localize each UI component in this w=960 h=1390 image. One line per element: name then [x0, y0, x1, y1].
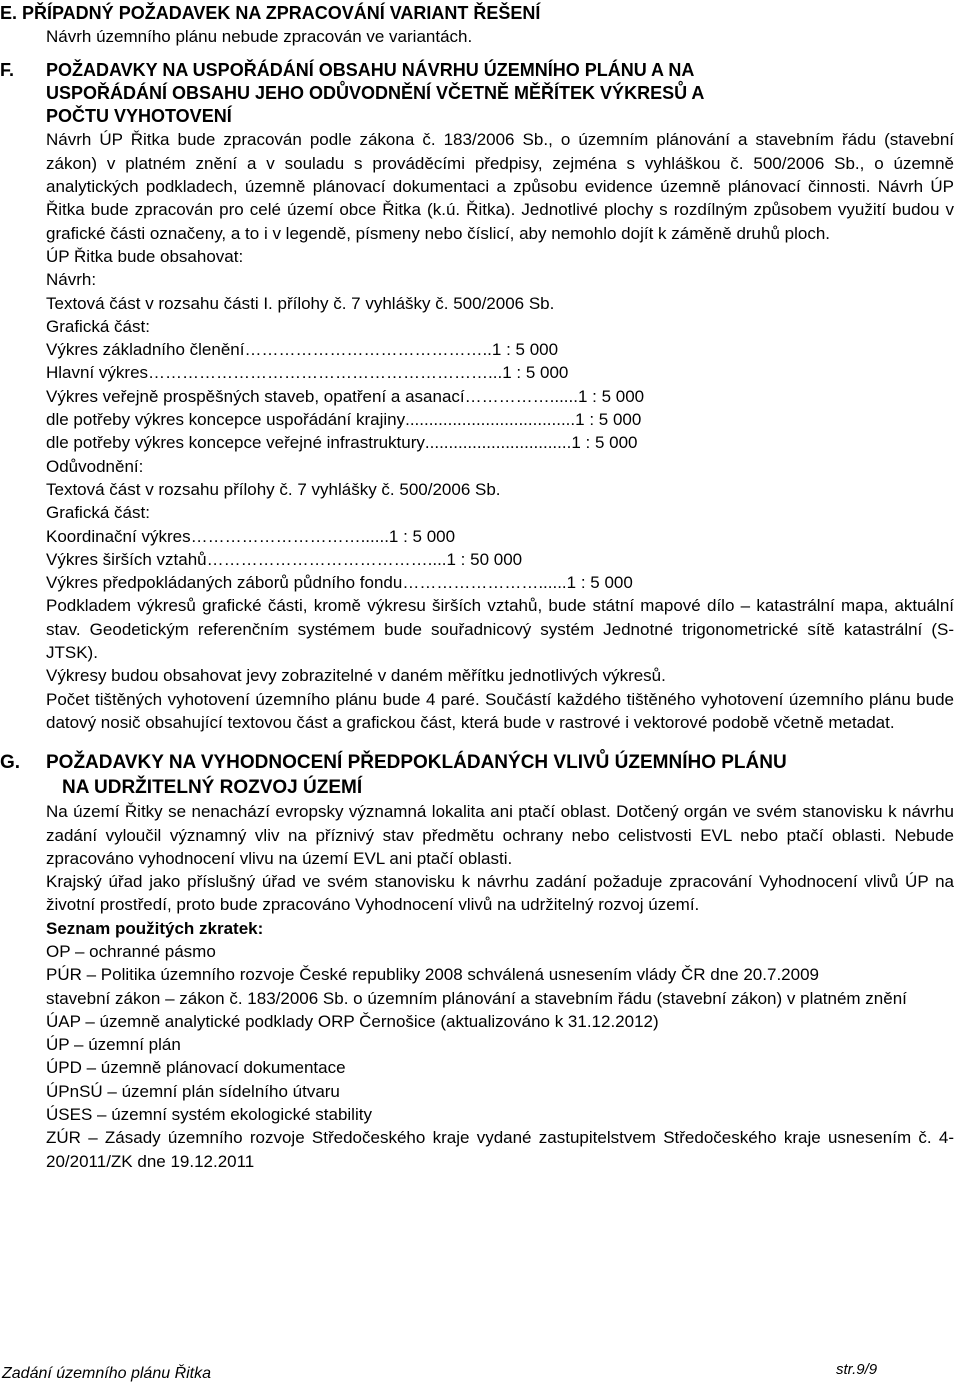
drawing-scale: 1 : 5 000 [388, 526, 456, 546]
drawing-row [46, 571, 954, 594]
section-e-text: Návrh územního plánu nebude zpracován ve variantách. [46, 27, 473, 47]
document-page [0, 2, 954, 1173]
section-g-paragraph: Krajský úřad jako příslušný úřad ve svém stanovisku k návrhu zadání požaduje zpracování Vyhodnocení vlivů ÚP na životní prostředí, proto bude zpracováno Vyhodnocení vlivů na udržitelný rozvoj území. [46, 872, 954, 915]
abbreviation-item: PÚR – Politika územního rozvoje České republiky 2008 schválená usnesením vlády ČR dne 20.7.2009 [46, 965, 819, 985]
drawing-dots: .................................... [405, 410, 576, 430]
drawing-row [46, 525, 954, 548]
drawing-scale: 1 : 5 000 [571, 433, 638, 453]
section-g-heading [0, 750, 954, 800]
section-f-paragraph: Návrh ÚP Řitka bude zpracován podle zákona č. 183/2006 Sb., o územním plánování a stavebním řádu (stavební zákon) v platném znění a v souladu s prováděcími předpisy, zejména s vyhláškou č. 500/2006 Sb., o územně analytických podkladech, územně plánovací dokumentaci a způsobu evidence územně plánovací činnosti. Návrh ÚP Řitka bude zpracován pro celé území obce Řitka (k.ú. Řitka). Jednotlivé plochy s rozdílným způsobem využití budou v grafické části označeny, a to i v legendě, písmeny nebo číslicí, aby nemohlo dojít k záměně druhů ploch. [46, 130, 954, 243]
section-e-heading: E. PŘÍPADNÝ POŽADAVEK NA ZPRACOVÁNÍ VARIANT ŘEŠENÍ [0, 3, 541, 23]
drawing-scale: ..1 : 50 000 [437, 549, 523, 569]
abbreviation-item: stavební zákon – zákon č. 183/2006 Sb. o územním plánování a stavebním řádu (stavební zákon) v platném znění [46, 988, 907, 1008]
drawing-name: Výkres širších vztahů [46, 549, 207, 569]
drawing-scale: 1 : 5 000 [491, 340, 559, 360]
oduvodneni-label: Odůvodnění: [46, 456, 144, 476]
abbreviation-item: ÚAP – územně analytické podklady ORP Černošice (aktualizováno k 31.12.2012) [46, 1011, 659, 1031]
abbreviation-item: ÚPnSÚ – územní plán sídelního útvaru [46, 1081, 340, 1101]
basis-paragraph: Podkladem výkresů grafické části, kromě výkresu širších vztahů, bude státní mapové dílo – katastrální mapa, aktuální stav. Geodetickým referenčním systémem bude souřadnicový systém Jednotné trigonometrické sítě katastrální (S-JTSK). [46, 596, 954, 663]
abbreviation-item: ÚSES – územní systém ekologické stability [46, 1105, 372, 1125]
drawing-row [46, 408, 954, 431]
drawing-dots: …………………………………….. [244, 340, 492, 360]
drawing-name: dle potřeby výkres koncepce veřejné infrastruktury [46, 433, 425, 453]
drawing-scale: 1 : 5 000 [566, 573, 633, 593]
drawing-row [46, 548, 954, 571]
drawings-paragraph: Výkresy budou obsahovat jevy zobrazitelné v daném měřítku jednotlivých výkresů. [46, 666, 666, 686]
drawing-name: Výkres veřejně prospěšných staveb, opatření a asanací [46, 386, 465, 406]
section-f-heading-line: USPOŘÁDÁNÍ OBSAHU JEHO ODŮVODNĚNÍ VČETNĚ MĚŘÍTEK VÝKRESŮ A [46, 82, 705, 103]
section-f-heading-line: POČTU VYHOTOVENÍ [46, 106, 232, 127]
copies-paragraph: Počet tištěných vyhotovení územního plánu bude 4 paré. Součástí každého tištěného vyhotovení územního plánu bude datový nosič obsahující textovou část a grafickou část, která bude v rastrové i vektorové podobě včetně metadat. [46, 689, 954, 732]
drawing-scale: 1 : 5 000 [502, 363, 569, 383]
abbreviations-heading: Seznam použitých zkratek: [46, 918, 264, 938]
drawing-row [46, 431, 954, 454]
drawing-dots: ............................... [424, 433, 572, 453]
section-g-paragraph: Na území Řitky se nenachází evropsky významná lokalita ani ptačí oblast. Dotčený orgán ve svém stanovisku k návrhu zadání vyloučil významný vliv na příznivý stav předmětu ochrany nebo celistvosti EVL nebo ptačí oblasti. Nebude zpracováno vyhodnocení vlivu na území EVL ani ptačí oblasti. [46, 802, 954, 868]
drawing-name: Koordinační výkres [46, 526, 191, 546]
abbreviation-item: ÚP – územní plán [46, 1035, 181, 1055]
drawing-name: Výkres základního členění [46, 340, 245, 360]
contains-label: ÚP Řitka bude obsahovat: [46, 246, 244, 266]
drawing-name: Výkres předpokládaných záborů půdního fondu [46, 573, 403, 593]
abbreviation-item: ÚPD – územně plánovací dokumentace [46, 1058, 346, 1078]
section-g-number: G. [0, 752, 21, 774]
section-f-heading-line: POŽADAVKY NA USPOŘÁDÁNÍ OBSAHU NÁVRHU ÚZEMNÍHO PLÁNU A NA [46, 59, 695, 80]
abbreviation-item: OP – ochranné pásmo [46, 941, 216, 961]
drawing-scale: 1 : 5 000 [577, 386, 645, 406]
oduvodneni-text: Textová část v rozsahu přílohy č. 7 vyhlášky č. 500/2006 Sb. [46, 479, 501, 499]
drawing-row [46, 361, 954, 384]
drawing-dots: ………………………………….. [206, 549, 438, 569]
drawing-dots: …………………………...... [190, 526, 389, 546]
section-f-number: F. [0, 59, 15, 80]
page-number: str.9/9 [836, 1361, 878, 1378]
section-g-heading-line: NA UDRŽITELNÝ ROZVOJ ÚZEMÍ [62, 777, 363, 799]
footer-title: Zadání územního plánu Řitka [2, 1365, 212, 1382]
drawing-name: Hlavní výkres [46, 363, 149, 383]
section-g-heading-line: POŽADAVKY NA VYHODNOCENÍ PŘEDPOKLÁDANÝCH VLIVŮ ÚZEMNÍHO PLÁNU [46, 752, 787, 774]
drawing-dots: ……………...... [464, 386, 578, 406]
graficka-label: Grafická část: [46, 503, 150, 523]
abbreviation-item: ZÚR – Zásady územního rozvoje Středočeského kraje vydané zastupitelstvem Středočeského kraje usnesením č. 4-20/2011/ZK dne 19.12.2011 [46, 1128, 954, 1171]
drawing-row [46, 385, 954, 408]
drawing-dots: ……………………...... [402, 573, 567, 593]
graficka-label: Grafická část: [46, 316, 150, 336]
section-f-heading [0, 59, 954, 129]
drawing-scale: 1 : 5 000 [575, 410, 642, 430]
drawing-dots: ……………………………………………………... [148, 363, 503, 383]
navrh-label: Návrh: [46, 270, 97, 290]
navrh-text: Textová část v rozsahu části I. přílohy č. 7 vyhlášky č. 500/2006 Sb. [46, 293, 555, 313]
drawing-row [46, 338, 954, 361]
drawing-name: dle potřeby výkres koncepce uspořádání krajiny [46, 410, 406, 430]
